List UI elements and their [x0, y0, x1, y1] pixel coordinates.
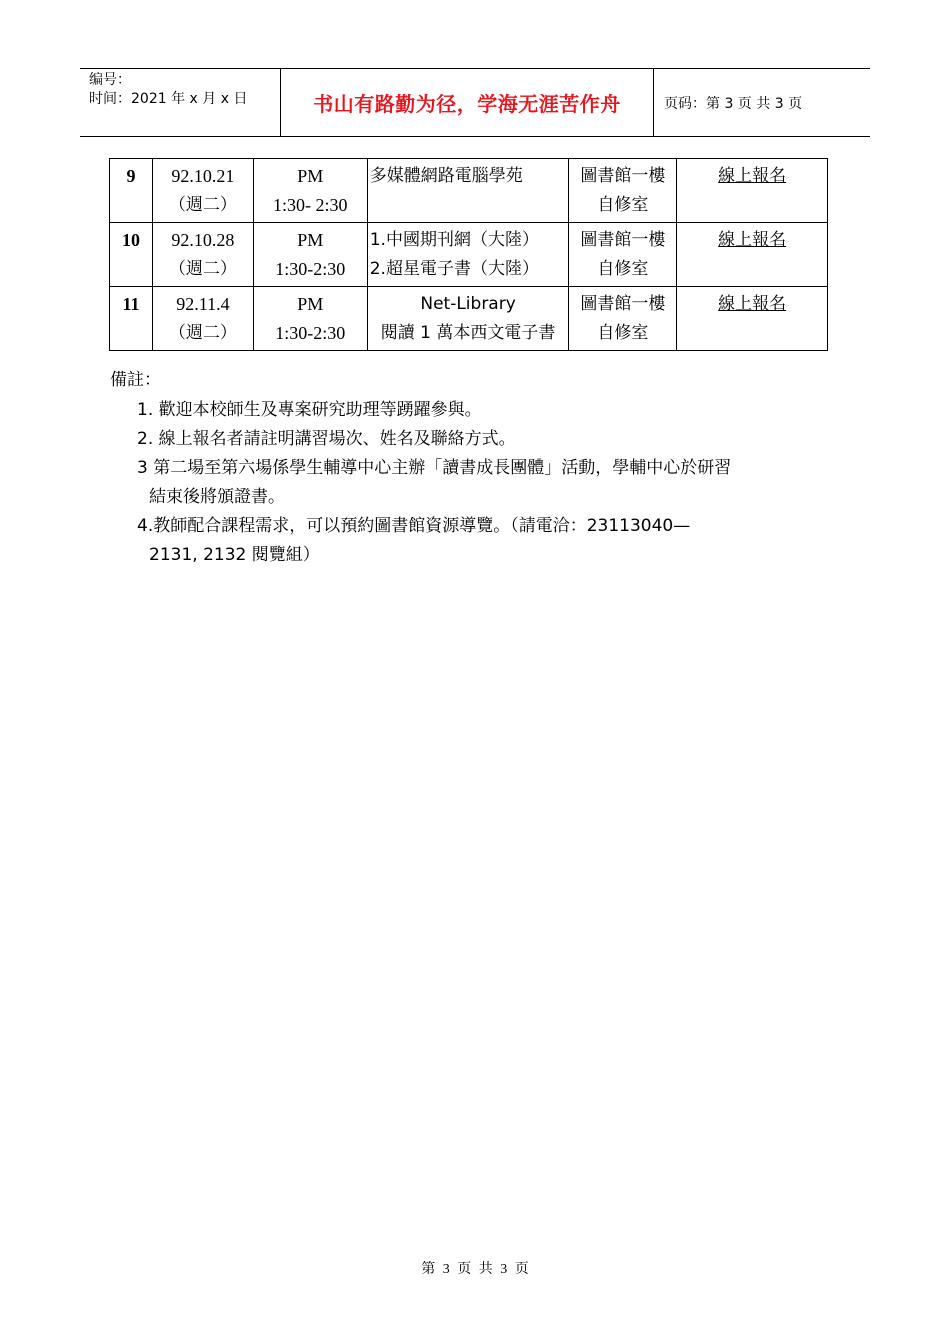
online-register-link[interactable]: 線上報名: [718, 230, 787, 250]
session-date-cell: [152, 223, 253, 287]
session-date-cell: [152, 159, 253, 223]
table-row: [110, 287, 828, 351]
header-motto-cell: [281, 69, 654, 136]
session-weekday: （週二）: [168, 323, 237, 343]
session-time: 1:30-2:30: [275, 323, 346, 343]
note-item: [110, 396, 830, 425]
session-time-cell: [253, 223, 367, 287]
header-page-info: 页码：第 3 页 共 3 页: [664, 95, 803, 112]
note-text: 1. 歡迎本校師生及專案研究助理等踴躍參與。: [137, 400, 482, 420]
session-place-line1: 圖書館一樓: [580, 294, 666, 314]
session-ampm: PM: [297, 294, 324, 314]
session-topic-cell: [367, 287, 569, 351]
note-text-continued: 結束後將頒證書。: [149, 487, 285, 507]
notes-section: [110, 366, 830, 570]
session-ampm: PM: [297, 230, 324, 250]
session-date-cell: [152, 287, 253, 351]
note-item: [110, 454, 830, 512]
table-row: [110, 223, 828, 287]
register-cell: [677, 223, 828, 287]
header-motto: 书山有路勤为径，学海无涯苦作舟: [313, 92, 621, 116]
session-topic-cell: [367, 159, 569, 223]
session-time: 1:30- 2:30: [273, 195, 348, 215]
header-meta: [80, 69, 281, 136]
note-text: 4.教師配合課程需求，可以預約圖書館資源導覽。（請電洽：23113040—: [137, 516, 691, 536]
session-place-cell: [569, 159, 677, 223]
session-date: 92.11.4: [176, 294, 230, 314]
session-topic-line1: 多媒體網路電腦學苑: [369, 166, 523, 186]
session-date: 92.10.28: [171, 230, 235, 250]
session-topic-cell: [367, 223, 569, 287]
register-cell: [677, 287, 828, 351]
note-text-continued: 2131, 2132 閱覽組）: [149, 545, 320, 565]
table-row: [110, 159, 828, 223]
note-item: [110, 425, 830, 454]
session-number: 9: [110, 159, 153, 223]
notes-title: 備註：: [110, 370, 161, 390]
session-time: 1:30-2:30: [275, 259, 346, 279]
document-number-label: 编号：: [89, 72, 131, 88]
session-weekday: （週二）: [168, 259, 237, 279]
note-item: [110, 512, 830, 570]
note-text: 3 第二場至第六場係學生輔導中心主辦「讀書成長團體」活動，學輔中心於研習: [137, 458, 732, 478]
session-topic-line2: 2.超星電子書（大陸）: [369, 259, 539, 279]
session-place-line2: 自修室: [597, 323, 649, 343]
session-number: 11: [110, 287, 153, 351]
session-topic-line2: 閱讀 1 萬本西文電子書: [380, 323, 556, 343]
session-topic-line1: 1.中國期刊網（大陸）: [369, 230, 539, 250]
session-date: 92.10.21: [171, 166, 235, 186]
session-place-line1: 圖書館一樓: [580, 230, 666, 250]
page-header: [80, 68, 870, 137]
register-cell: [677, 159, 828, 223]
online-register-link[interactable]: 線上報名: [718, 166, 787, 186]
session-number: 10: [110, 223, 153, 287]
online-register-link[interactable]: 線上報名: [718, 294, 787, 314]
session-place-line2: 自修室: [597, 259, 649, 279]
page-footer: 第 3 页 共 3 页: [421, 1262, 529, 1277]
session-time-cell: [253, 287, 367, 351]
document-time-label: 时间：2021 年 x 月 x 日: [89, 91, 248, 107]
schedule-table: [109, 158, 828, 351]
note-text: 2. 線上報名者請註明講習場次、姓名及聯絡方式。: [137, 429, 516, 449]
session-time-cell: [253, 159, 367, 223]
session-place-line1: 圖書館一樓: [580, 166, 666, 186]
session-topic-line1: Net-Library: [420, 294, 516, 314]
session-ampm: PM: [297, 166, 324, 186]
session-place-cell: [569, 223, 677, 287]
schedule-table-body: [110, 159, 828, 351]
session-weekday: （週二）: [168, 195, 237, 215]
session-place-line2: 自修室: [597, 195, 649, 215]
session-place-cell: [569, 287, 677, 351]
